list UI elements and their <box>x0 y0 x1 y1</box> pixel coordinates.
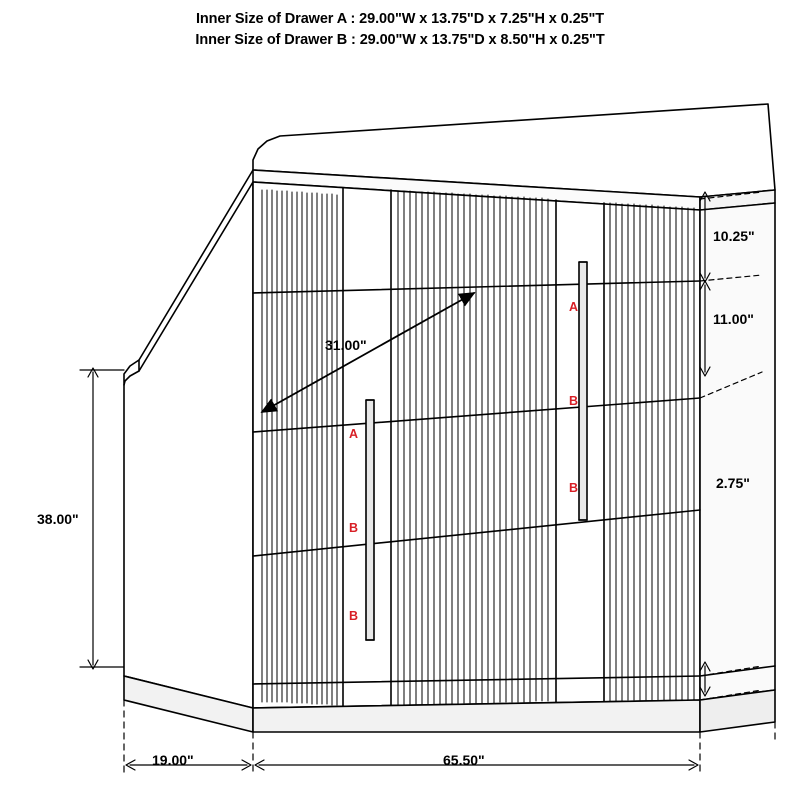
dim-side-19-00: 19.00" <box>152 752 194 768</box>
dim-height-38: 38.00" <box>37 511 79 527</box>
drawer-label-b-left-2: B <box>349 609 359 623</box>
drawer-label-a-left: A <box>349 427 359 441</box>
drawer-label-a-right: A <box>569 300 579 314</box>
drawer-b-inner-size-note: Inner Size of Drawer B : 29.00"W x 13.75"D x 8.50"H x 0.25"T <box>195 32 605 48</box>
dim-mid-11-00: 11.00" <box>713 311 754 327</box>
dim-base-2-75: 2.75" <box>716 475 750 491</box>
drawer-label-b-right-1: B <box>569 394 579 408</box>
dim-front-65-50: 65.50" <box>443 752 485 768</box>
dim-top-10-25: 10.25" <box>713 228 755 244</box>
drawer-label-b-left-1: B <box>349 521 359 535</box>
drawer-a-inner-size-note: Inner Size of Drawer A : 29.00"W x 13.75"D x 7.25"H x 0.25"T <box>195 11 605 27</box>
dim-depth-31: 31.00" <box>325 337 367 353</box>
drawer-label-b-right-2: B <box>569 481 579 495</box>
